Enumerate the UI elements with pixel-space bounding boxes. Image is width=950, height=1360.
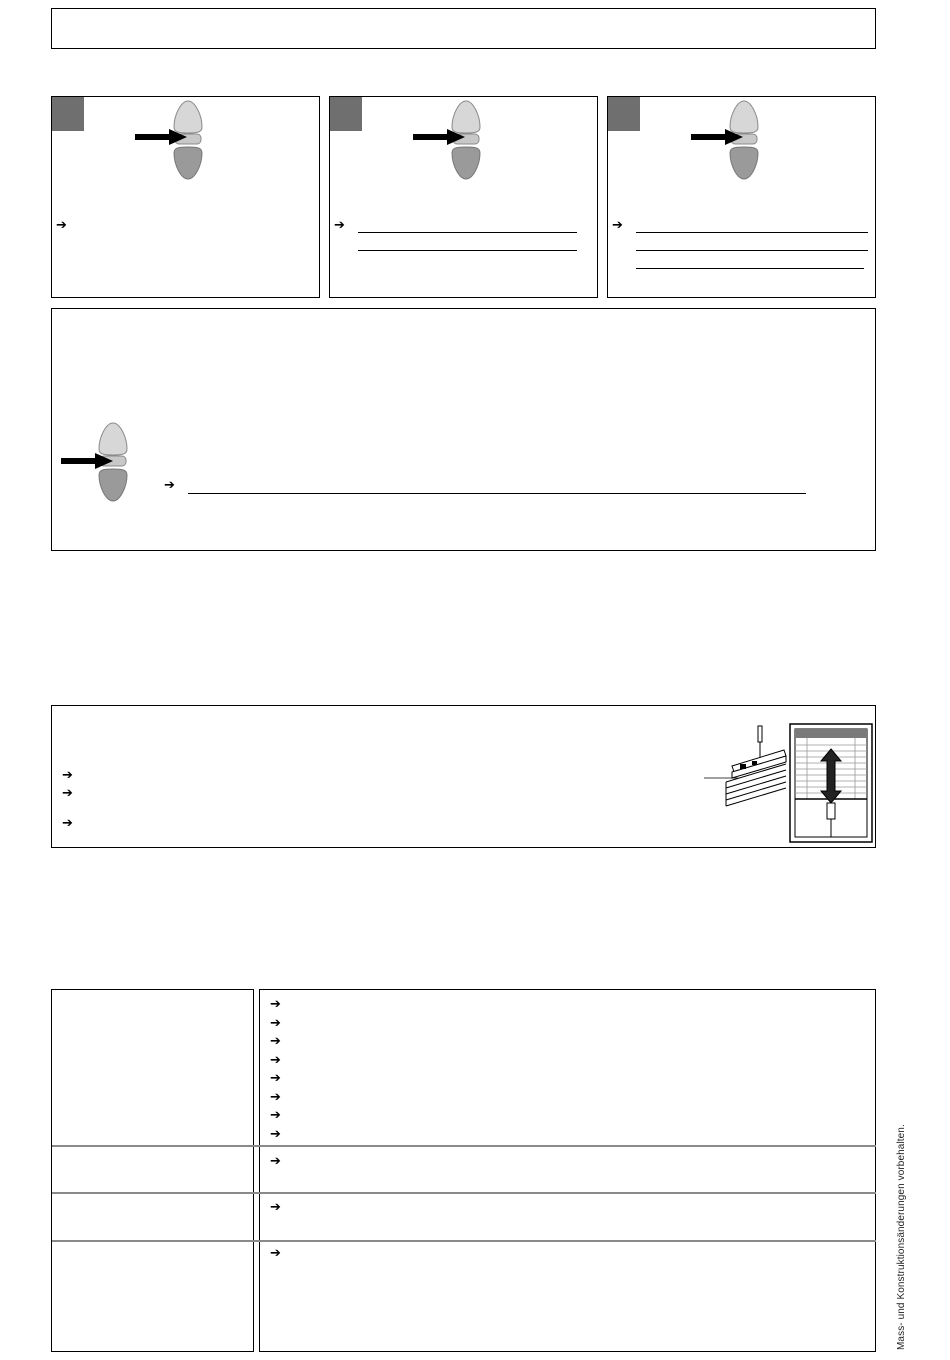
table-row-divider (52, 1145, 876, 1147)
right-arrow-icon: ➔ (270, 1246, 281, 1261)
step-number-marker (52, 97, 84, 131)
header-box (51, 8, 876, 49)
black-arrow-pointer-icon (135, 129, 187, 145)
right-arrow-icon: ➔ (270, 1127, 281, 1142)
blank-line (636, 268, 864, 269)
table-row-divider (52, 1192, 876, 1194)
right-arrow-icon: ➔ (270, 1071, 281, 1086)
table-right-column (259, 989, 876, 1352)
right-arrow-icon: ➔ (334, 218, 345, 233)
side-note: Mass- und Konstruktionsänderungen vorbehalten. (896, 1124, 907, 1350)
black-arrow-pointer-icon (413, 129, 465, 145)
table-left-column (51, 989, 254, 1352)
black-arrow-pointer-icon (61, 453, 113, 469)
right-arrow-icon: ➔ (270, 1053, 281, 1068)
right-arrow-icon: ➔ (62, 816, 73, 831)
window-blind-illustration (789, 723, 873, 845)
blank-line (636, 232, 868, 233)
right-arrow-icon: ➔ (270, 1108, 281, 1123)
blank-line (358, 250, 577, 251)
right-arrow-icon: ➔ (62, 786, 73, 801)
table-row-divider (52, 1240, 876, 1242)
right-arrow-icon: ➔ (270, 1090, 281, 1105)
blank-line (188, 493, 806, 494)
step-number-marker (608, 97, 640, 131)
right-arrow-icon: ➔ (56, 218, 67, 233)
blank-line (358, 232, 577, 233)
right-arrow-icon: ➔ (612, 218, 623, 233)
motor-head-illustration (702, 724, 792, 824)
right-arrow-icon: ➔ (270, 997, 281, 1012)
adjustment-box (51, 705, 876, 848)
step-box-1 (51, 96, 320, 298)
right-arrow-icon: ➔ (62, 768, 73, 783)
step-number-marker (330, 97, 362, 131)
right-arrow-icon: ➔ (270, 1200, 281, 1215)
right-arrow-icon: ➔ (164, 478, 175, 493)
right-arrow-icon: ➔ (270, 1154, 281, 1169)
blank-line (636, 250, 868, 251)
right-arrow-icon: ➔ (270, 1034, 281, 1049)
right-arrow-icon: ➔ (270, 1016, 281, 1031)
black-arrow-pointer-icon (691, 129, 743, 145)
step-box-3 (607, 96, 876, 298)
wide-instruction-box (51, 308, 876, 551)
step-box-2 (329, 96, 598, 298)
